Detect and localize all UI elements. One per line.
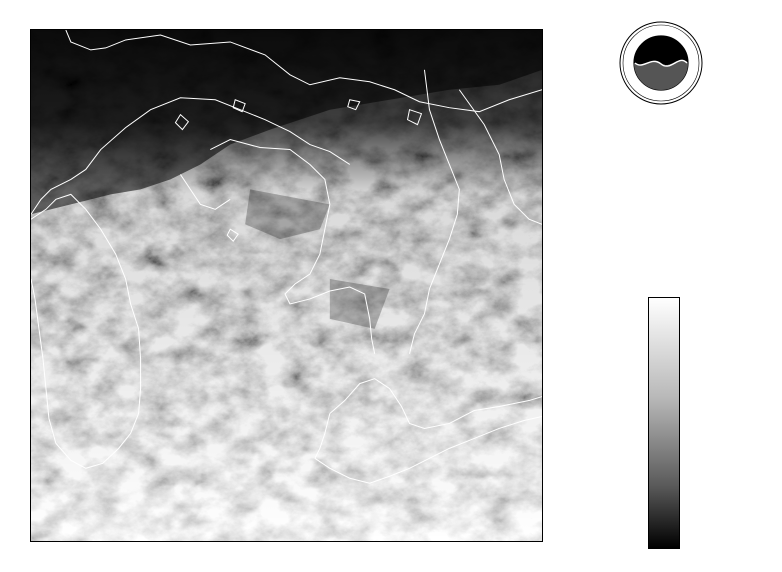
reflectance-colorbar xyxy=(648,297,680,549)
noaa-logo xyxy=(619,21,703,105)
satellite-image xyxy=(30,29,543,542)
satellite-image-svg xyxy=(31,30,542,541)
noaa-logo-emblem xyxy=(619,21,703,105)
